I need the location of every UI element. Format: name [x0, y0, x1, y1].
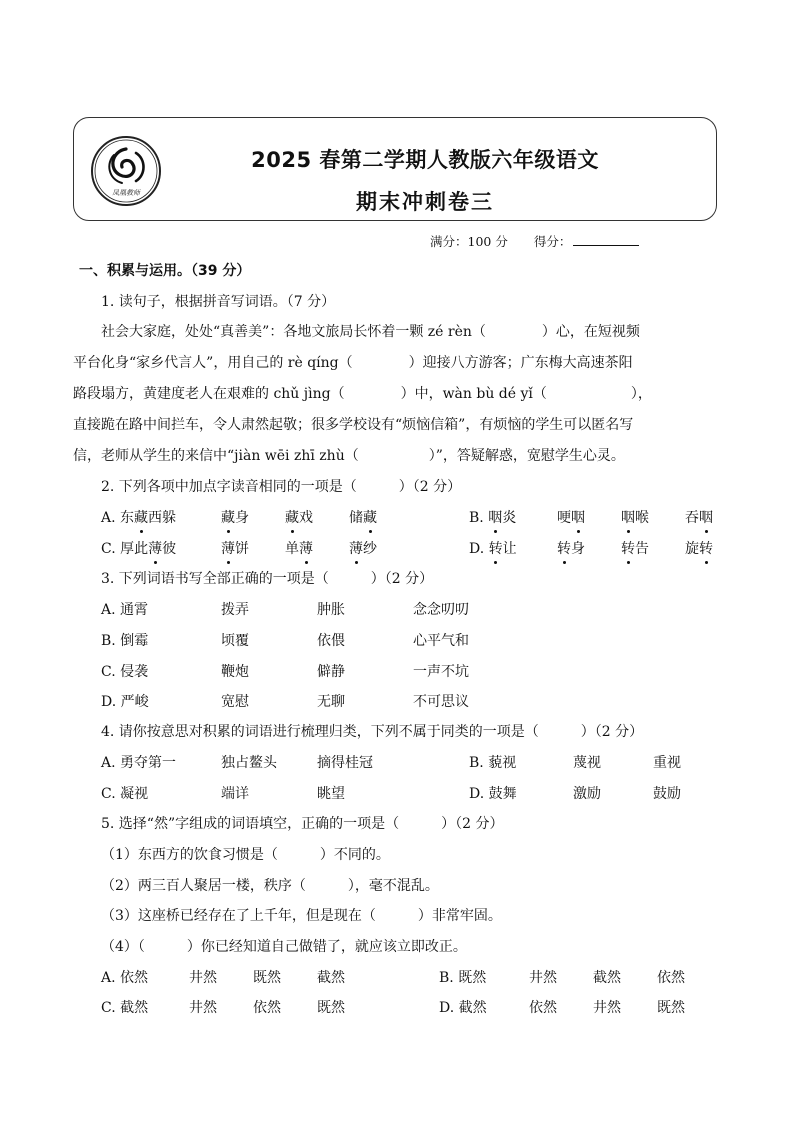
- q3-word: 僻静: [317, 664, 345, 680]
- q3-word: 顷覆: [221, 633, 249, 649]
- full-score: 满分：100 分: [430, 234, 508, 249]
- q4-word: 激励: [573, 786, 601, 802]
- q2-option-c-word: 薄饼: [221, 541, 249, 557]
- question-5-stem: 5. 选择“然”字组成的词语填空，正确的一项是（ ）（2 分）: [101, 816, 504, 832]
- svg-text:凤凰教师: 凤凰教师: [112, 189, 140, 197]
- q4-word: 蔑视: [573, 755, 601, 771]
- q3-word: 念念叨叨: [413, 602, 469, 618]
- q2-option-c-word: 单薄: [285, 541, 313, 557]
- q2-option-d-word: 转身: [557, 541, 585, 557]
- q4-word: 独占鳌头: [221, 755, 277, 771]
- q4-option-b-label: B. 藐视: [469, 755, 517, 771]
- q5-item: （4）（ ）你已经知道自己做错了，就应该立即改正。: [101, 939, 467, 955]
- score-label: 得分：: [533, 234, 572, 249]
- question-4-stem: 4. 请你按意思对积累的词语进行梳理归类，下列不属于同类的一项是（ ）（2 分）: [101, 724, 644, 740]
- q3-option-label: B. 倒霉: [101, 633, 149, 649]
- q5-option-d-label: D. 截然: [439, 1000, 487, 1016]
- q5-word: 既然: [317, 1000, 345, 1016]
- q4-option-c-label: C. 凝视: [101, 786, 149, 802]
- q5-item: （2）两三百人聚居一楼，秩序（ ），毫不混乱。: [101, 878, 439, 894]
- q3-word: 拨弄: [221, 602, 249, 618]
- q2-option-a-word: 藏戏: [285, 510, 313, 526]
- q5-option-c-label: C. 截然: [101, 1000, 149, 1016]
- q5-word: 依然: [529, 1000, 557, 1016]
- question-1-stem: 1. 读句子，根据拼音写词语。（7 分）: [101, 294, 336, 310]
- q1-paragraph-line: 社会大家庭，处处“真善美”：各地文旅局长怀着一颗 zé rèn（ ）心，在短视频: [101, 324, 640, 340]
- q3-word: 宽慰: [221, 694, 249, 710]
- q2-option-b-word: 咽喉: [621, 510, 649, 526]
- q5-word: 依然: [253, 1000, 281, 1016]
- q4-option-a-label: A. 勇夺第一: [101, 755, 177, 771]
- q4-word: 重视: [653, 755, 681, 771]
- q2-option-a-word: 藏身: [221, 510, 249, 526]
- q3-word: 依偎: [317, 633, 345, 649]
- q3-word: 肿胀: [317, 602, 345, 618]
- q1-paragraph-line: 路段塌方，黄建度老人在艰难的 chǔ jìng（ ）中，wàn bù dé yǐ（ ），: [73, 386, 652, 402]
- q1-paragraph-line: 平台化身“家乡代言人”，用自己的 rè qíng（ ）迎接八方游客；广东梅大高速茶阳: [73, 355, 633, 371]
- exam-subtitle: 期末冲刺卷三: [356, 190, 494, 214]
- q2-option-a-word: 储藏: [349, 510, 377, 526]
- q4-option-d-label: D. 鼓舞: [469, 786, 517, 802]
- q5-item: （3）这座桥已经存在了上千年，但是现在（ ）非常牢固。: [101, 908, 502, 924]
- q4-word: 端详: [221, 786, 249, 802]
- exam-title: 2025 春第二学期人教版六年级语文: [251, 148, 599, 172]
- q5-option-a-label: A. 依然: [101, 970, 149, 986]
- q2-option-d-word: 旋转: [685, 541, 713, 557]
- q5-item: （1）东西方的饮食习惯是（ ）不同的。: [101, 847, 390, 863]
- q4-word: 眺望: [317, 786, 345, 802]
- score-blank[interactable]: [573, 233, 639, 246]
- q3-word: 一声不坑: [413, 664, 469, 680]
- q5-word: 截然: [593, 970, 621, 986]
- q5-word: 井然: [593, 1000, 621, 1016]
- q2-option-b-word: 哽咽: [557, 510, 585, 526]
- question-3-stem: 3. 下列词语书写全部正确的一项是（ ）（2 分）: [101, 571, 434, 587]
- q5-option-b-label: B. 既然: [439, 970, 487, 986]
- q3-option-label: A. 通霄: [101, 602, 149, 618]
- question-2-stem: 2. 下列各项中加点字读音相同的一项是（ ）（2 分）: [101, 479, 462, 495]
- q5-word: 井然: [529, 970, 557, 986]
- q3-word: 鞭炮: [221, 664, 249, 680]
- q5-word: 依然: [657, 970, 685, 986]
- q5-word: 既然: [253, 970, 281, 986]
- q5-word: 井然: [189, 970, 217, 986]
- score-line: [430, 232, 639, 250]
- q2-option-d-word: 转告: [621, 541, 649, 557]
- q5-word: 井然: [189, 1000, 217, 1016]
- q5-word: 既然: [657, 1000, 685, 1016]
- q2-option-b-word: 吞咽: [685, 510, 713, 526]
- q3-option-label: C. 侵袭: [101, 664, 149, 680]
- q3-word: 心平气和: [413, 633, 469, 649]
- q4-word: 鼓励: [653, 786, 681, 802]
- q2-option-c-word: 薄纱: [349, 541, 377, 557]
- q4-word: 摘得桂冠: [317, 755, 373, 771]
- q2-option-b-label: B. 咽炎: [469, 510, 517, 526]
- q3-word: 无聊: [317, 694, 345, 710]
- q2-option-a-label: A. 东藏西躲: [101, 510, 177, 526]
- section-title: 一、积累与运用。（39 分）: [79, 263, 251, 279]
- q3-word: 不可思议: [413, 694, 469, 710]
- q5-word: 截然: [317, 970, 345, 986]
- q2-option-c-label: C. 厚此薄彼: [101, 541, 177, 557]
- q3-option-label: D. 严峻: [101, 694, 149, 710]
- q1-paragraph-line: 直接跪在路中间拦车，令人肃然起敬；很多学校设有“烦恼信箱”，有烦恼的学生可以匿名写: [73, 417, 634, 433]
- q2-option-d-label: D. 转让: [469, 541, 517, 557]
- q1-paragraph-line: 信，老师从学生的来信中“jiàn wēi zhī zhù（ ）”，答疑解惑，宽慰学生心灵。: [73, 448, 625, 464]
- publisher-logo: [90, 135, 162, 207]
